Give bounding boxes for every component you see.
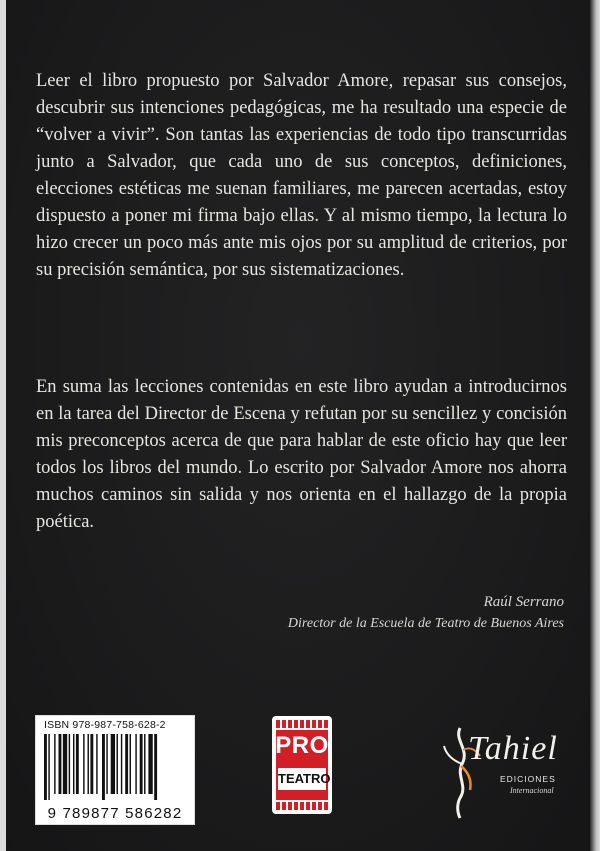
barcode-number: 9 789877 586282 [47, 805, 183, 822]
film-strip-bottom [276, 802, 328, 810]
signature-block [288, 591, 564, 635]
barcode-bars-icon [44, 734, 186, 800]
signature-role: Director de la Escuela de Teatro de Buenos Aires [287, 616, 564, 631]
paragraph-2 [36, 374, 567, 536]
isbn-label: ISBN 978-987-758-628-2 [44, 719, 166, 731]
signature-name: Raúl Serrano [483, 594, 564, 610]
paragraph-1-text: Leer el libro propuesto por Salvador Amore, repasar sus consejos, descubrir sus intenciones pedagógicas, me ha resultado una especie de “volver a vivir”. Son tantas las experiencias de todo tipo transcurridas junto a Salvador, que cada uno de sus conceptos, definiciones, elecciones estéticas me suenan familiares, me parecen acertadas, estoy dispuesto a poner mi firma bajo ellas. Y al mismo tiempo, la lectura lo hizo crecer un poco más ante mis ojos por su amplitud de criterios, por su precisión semántica, por sus sistematizaciones. [36, 71, 567, 280]
publisher-name: Tahiel [468, 730, 558, 767]
paragraph-1 [36, 68, 567, 284]
paragraph-2-text: En suma las lecciones contenidas en este libro ayudan a introducirnos en la tarea del Director de Escena y refutan por su sencillez y concisión mis preconceptos acerca de que para hablar de este oficio hay que leer todos los libros del mundo. Lo escrito por Salvador Amore nos ahorra muchos caminos sin salida y nos orienta en el hallazgo de la propia poética. [36, 377, 567, 532]
publisher-subtitle: EDICIONES [500, 774, 556, 784]
publisher-subtitle-2: Internacional [510, 786, 554, 795]
publisher-logo [430, 720, 570, 820]
pro-word: PRO [275, 732, 329, 759]
page-edge-left [0, 0, 6, 851]
barcode [35, 715, 195, 825]
film-strip-top [276, 720, 328, 728]
teatro-word: TEATRO [278, 768, 326, 790]
pro-teatro-logo [272, 716, 332, 814]
page-edge-right [590, 0, 600, 851]
